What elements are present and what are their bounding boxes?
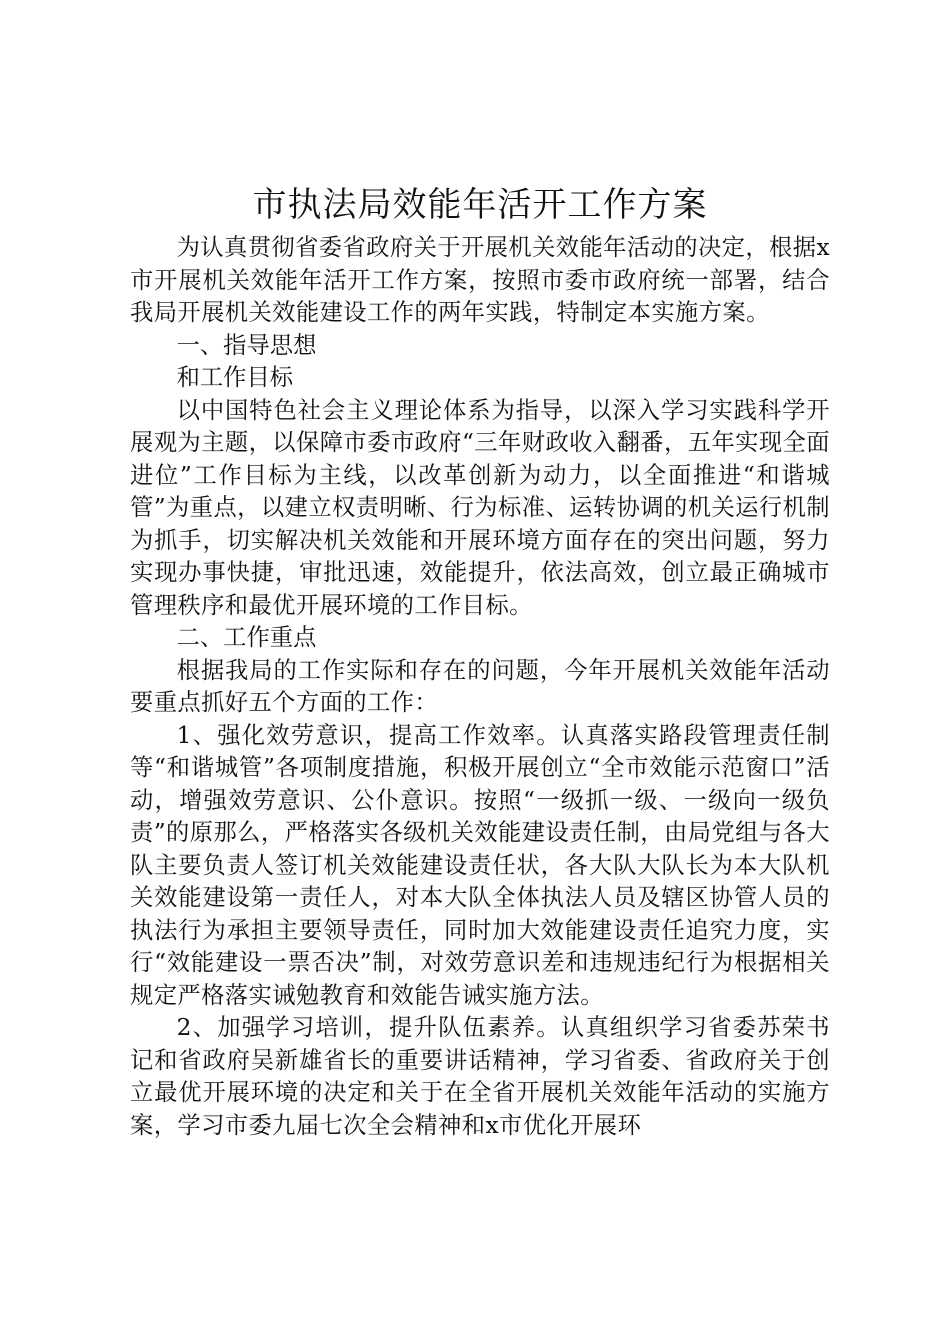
- section-heading-1: 一、指导思想: [176, 331, 317, 359]
- document-page: [130, 180, 830, 1142]
- paragraph-work-focus-intro: 根据我局的工作实际和存在的问题，今年开展机关效能年活动要重点抓好五个方面的工作：: [130, 656, 830, 716]
- paragraph-item-2: 2、加强学习培训，提升队伍素养。认真组织学习省委苏荣书记和省政府吴新雄省长的重要讲话精神，学习省委、省政府关于创立最优开展环境的决定和关于在全省开展机关效能年活动的实施方案，学习市委九届七次全会精神和x市优化开展环: [130, 1014, 830, 1139]
- section-heading-2: 二、工作重点: [176, 624, 317, 651]
- section-heading-1-continued: 和工作目标: [176, 364, 294, 391]
- document-title: 市执法局效能年活开工作方案: [252, 185, 708, 225]
- paragraph-intro: 为认真贯彻省委省政府关于开展机关效能年活动的决定，根据x市开展机关效能年活开工作方案，按照市委市政府统一部署，结合我局开展机关效能建设工作的两年实践，特制定本实施方案。: [130, 234, 830, 326]
- paragraph-item-1: 1、强化效劳意识，提高工作效率。认真落实路段管理责任制等“和谐城管”各项制度措施，积极开展创立“全市效能示范窗口”活动，增强效劳意识、公仆意识。按照“一级抓一级、一级向一级负责”的原那么，严格落实各级机关效能建设责任制，由局党组与各大队主要负责人签订机关效能建设责任状，各大队大队长为本大队机关效能建设第一责任人，对本大队全体执法人员及辖区协管人员的执法行为承担主要领导责任，同时加大效能建设责任追究力度，实行“效能建设一票否决”制，对效劳意识差和违规违纪行为根据相关规定严格落实诫勉教育和效能告诫实施方法。: [130, 721, 830, 1009]
- paragraph-guiding-ideology: 以中国特色社会主义理论体系为指导，以深入学习实践科学开展观为主题，以保障市委市政府“三年财政收入翻番，五年实现全面进位”工作目标为主线，以改革创新为动力，以全面推进“和谐城管”为重点，以建立权责明晰、行为标准、运转协调的机关运行机制为抓手，切实解决机关效能和开展环境方面存在的突出问题，努力实现办事快捷，审批迅速，效能提升，依法高效，创立最正确城市管理秩序和最优开展环境的工作目标。: [130, 396, 830, 619]
